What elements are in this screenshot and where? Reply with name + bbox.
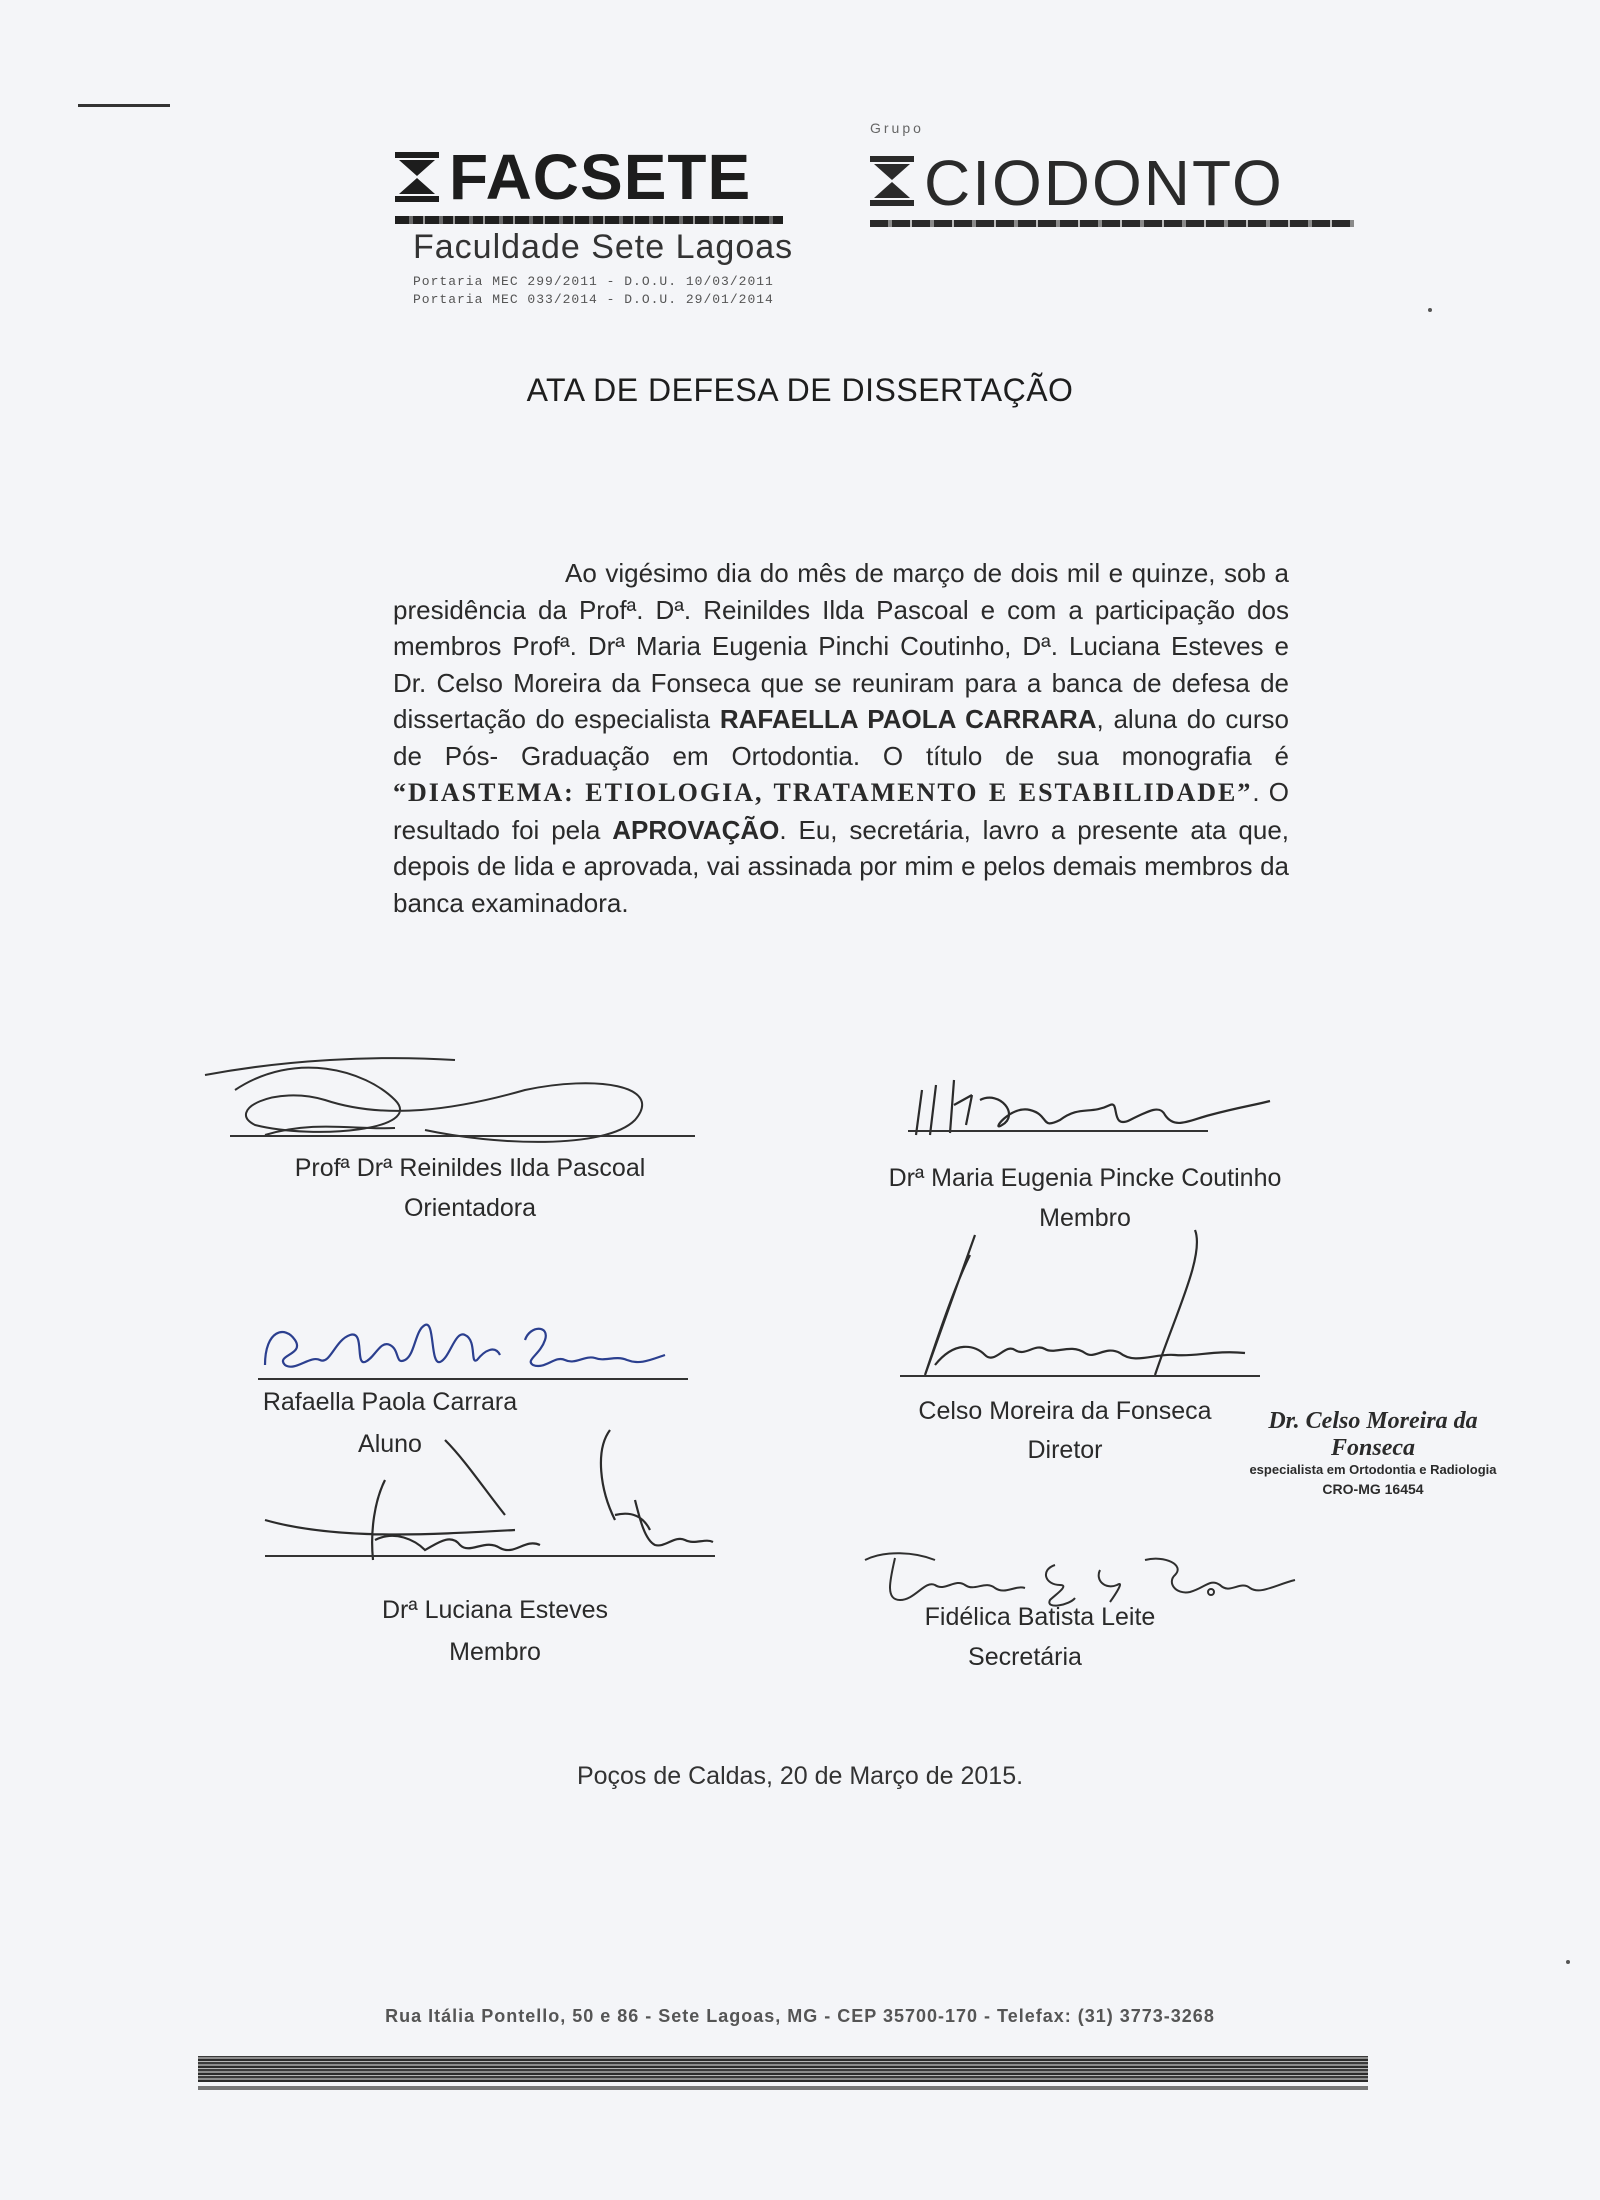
ciodonto-hourglass-icon [870, 156, 914, 206]
signature-line [258, 1378, 688, 1380]
signer-role-fidelica: Secretária [968, 1643, 1082, 1671]
facsete-subtitle: Faculdade Sete Lagoas [413, 228, 794, 266]
director-stamp [1238, 1408, 1508, 1497]
place-date: Poços de Caldas, 20 de Março de 2015. [576, 1762, 1024, 1790]
signer-name-fidelica: Fidélica Batista Leite [924, 1603, 1156, 1631]
stamp-cro: CRO-MG 16454 [1322, 1481, 1424, 1497]
document-title: ATA DE DEFESA DE DISSERTAÇÃO [526, 372, 1074, 408]
signature-line [230, 1135, 695, 1137]
signer-name-reinildes: Profª Drª Reinildes Ilda Pascoal [294, 1154, 646, 1182]
footer-bar [198, 2056, 1368, 2082]
signature-coutinho [910, 1075, 1280, 1155]
result-text: APROVAÇÃO [612, 814, 780, 845]
scan-dot [1428, 308, 1432, 312]
facsete-divider [395, 216, 783, 224]
facsete-portaria-2: Portaria MEC 033/2014 - D.O.U. 29/01/2014 [413, 292, 774, 307]
paragraph-part-1: Ao vigésimo dia do mês de março de dois mil e quinze, sob a presidência da Profª. Dª. Reinildes Ilda Pascoal e com a participação dos membros Profª. Drª Maria Eugenia Pinchi Coutinho, Dª. Luciana Esteves e Dr. Celso Moreira da Fonseca que se reuniram para a banca de defesa de dissertação do especialista [393, 558, 1289, 734]
facsete-portaria-1: Portaria MEC 299/2011 - D.O.U. 10/03/2011 [413, 274, 774, 289]
signer-role-celso: Diretor [1027, 1436, 1103, 1464]
footer-address: Rua Itália Pontello, 50 e 86 - Sete Lagoas, MG - CEP 35700-170 - Telefax: (31) 3773-3268 [385, 2006, 1215, 2026]
footer-bar-underline [198, 2086, 1368, 2090]
ciodonto-name: CIODONTO [924, 147, 1284, 219]
signer-name-rafaella: Rafaella Paola Carrara [262, 1388, 518, 1416]
signer-role-luciana: Membro [449, 1638, 541, 1666]
student-name: RAFAELLA PAOLA CARRARA [719, 704, 1097, 734]
signature-luciana [255, 1420, 725, 1570]
document-paragraph [393, 555, 1289, 921]
ciodonto-logo [870, 120, 1360, 270]
paragraph-part-3: . O resultado foi pela [393, 777, 1290, 845]
signer-name-celso: Celso Moreira da Fonseca [918, 1397, 1212, 1425]
facsete-name: FACSETE [449, 141, 752, 213]
monograph-title: “DIASTEMA: ETIOLOGIA, TRATAMENTO E ESTABILIDADE” [393, 778, 1253, 807]
ciodonto-group-label: Grupo [870, 120, 924, 136]
paragraph-part-2: , aluna do curso de Pós- Graduação em Ortodontia. O título de sua monografia é [393, 704, 1289, 771]
scan-mark [78, 104, 170, 107]
paragraph-part-4: . Eu, secretária, lavro a presente ata que, depois de lida e aprovada, vai assinada por mim e pelos demais membros da banca examinadora. [393, 814, 1290, 918]
signer-name-coutinho: Drª Maria Eugenia Pincke Coutinho [888, 1164, 1282, 1192]
ciodonto-divider [870, 220, 1354, 227]
signer-role-coutinho: Membro [1039, 1204, 1131, 1232]
stamp-specialty: especialista em Ortodontia e Radiologia [1249, 1462, 1497, 1477]
signature-line [265, 1555, 715, 1557]
facsete-logo [395, 140, 795, 330]
signature-celso [895, 1225, 1265, 1390]
signer-name-luciana: Drª Luciana Esteves [381, 1596, 609, 1624]
scan-dot [1566, 1960, 1570, 1964]
facsete-hourglass-icon [395, 152, 439, 202]
signer-role-rafaella: Aluno [358, 1430, 422, 1458]
signature-line [900, 1375, 1260, 1377]
stamp-name: Dr. Celso Moreira da Fonseca [1268, 1408, 1478, 1461]
signature-line [908, 1130, 1208, 1132]
signer-role-reinildes: Orientadora [403, 1194, 537, 1222]
